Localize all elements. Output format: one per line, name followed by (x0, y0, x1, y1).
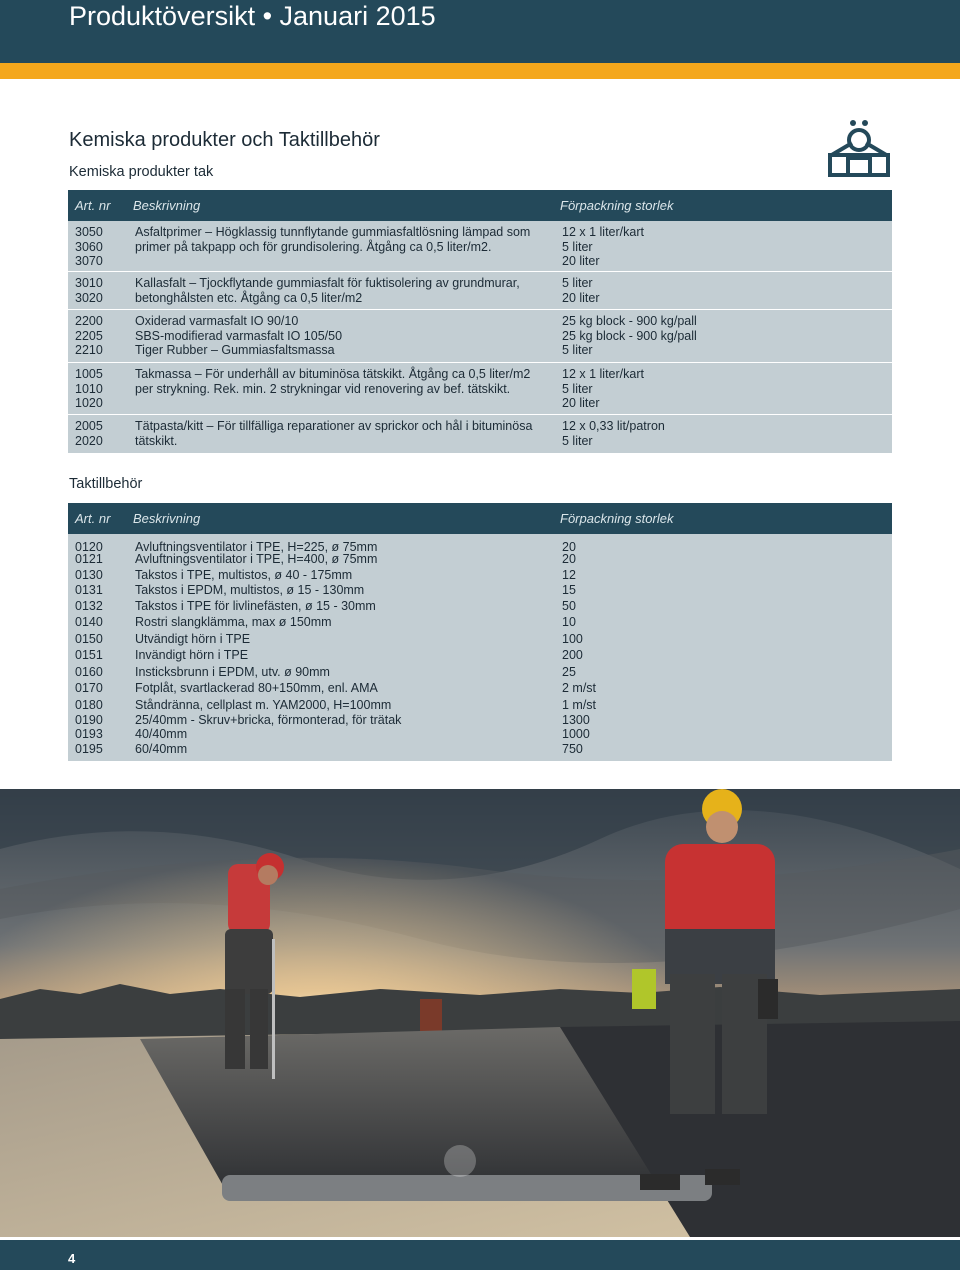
product-description: Asfaltprimer – Högklassig tunnflytande gummiasfaltlösning lämpad som (135, 225, 531, 239)
packaging-size: 5 liter (562, 276, 593, 290)
art-number: 0180 (75, 698, 103, 712)
packaging-size: 1000 (562, 727, 590, 741)
art-number: 2020 (75, 433, 103, 448)
packaging-size: 25 (562, 665, 576, 679)
packaging-size: 25 kg block - 900 kg/pall (562, 314, 697, 328)
packaging-size: 15 (562, 583, 576, 597)
packaging-size: 750 (562, 742, 583, 756)
table-header (68, 190, 892, 221)
art-number: 0132 (75, 599, 103, 613)
packaging-size: 5 liter (562, 343, 593, 358)
art-number: 0150 (75, 632, 103, 646)
column-header-description: Beskrivning (133, 511, 201, 526)
table-row (68, 568, 892, 583)
footer-bar (0, 1240, 960, 1270)
product-description: betonghålsten etc. Åtgång ca 0,5 liter/m2 (135, 290, 363, 305)
table-row (68, 583, 892, 598)
chemical-products-table (68, 190, 892, 453)
house-logo-icon (826, 118, 892, 180)
table-row (68, 552, 892, 567)
accent-stripe (0, 63, 960, 79)
art-number: 0151 (75, 648, 103, 662)
packaging-size: 50 (562, 599, 576, 613)
art-number: 1010 (75, 381, 103, 396)
chemical-subtitle: Kemiska produkter tak (69, 164, 214, 180)
product-description: 60/40mm (135, 742, 188, 756)
header-bar (0, 0, 960, 63)
packaging-size: 20 liter (562, 290, 600, 305)
product-group (68, 363, 892, 415)
product-group (68, 221, 892, 272)
packaging-size: 1 m/st (562, 698, 597, 712)
packaging-size: 10 (562, 615, 576, 629)
product-group (68, 415, 892, 453)
accessories-rows (68, 534, 892, 761)
product-description (135, 396, 530, 411)
product-description: 25/40mm - Skruv+bricka, förmonterad, för trätak (135, 713, 402, 727)
art-number: 3010 (75, 276, 103, 290)
table-row (68, 665, 892, 680)
packaging-size: 2 m/st (562, 681, 597, 695)
product-description: Tätpasta/kitt – För tillfälliga reparationer av sprickor och hål i bituminösa (135, 419, 533, 433)
accessories-subtitle: Taktillbehör (69, 476, 143, 492)
art-number: 2200 (75, 314, 103, 328)
accessories-table (68, 503, 892, 761)
table-row (68, 742, 892, 757)
product-description: primer på takpapp och för grundisolering. Åtgång ca 0,5 liter/m2. (135, 239, 492, 254)
art-number: 2005 (75, 419, 103, 433)
product-description: 40/40mm (135, 727, 188, 741)
table-row (68, 599, 892, 614)
art-number: 3020 (75, 290, 103, 305)
packaging-size: 5 liter (562, 381, 593, 396)
art-number: 0131 (75, 583, 103, 597)
column-header-packaging: Förpackning storlek (560, 198, 674, 213)
column-header-description: Beskrivning (133, 198, 201, 213)
section-title: Kemiska produkter och Taktillbehör (69, 129, 380, 151)
art-number: 0130 (75, 568, 103, 582)
table-row (68, 727, 892, 742)
table-header (68, 503, 892, 534)
packaging-size: 100 (562, 632, 583, 646)
art-number: 3050 (75, 225, 103, 239)
product-description: Ståndränna, cellplast m. YAM2000, H=100mm (135, 698, 392, 712)
art-number: 0120 (75, 540, 103, 554)
product-group (68, 272, 892, 310)
product-description: Fotplåt, svartlackerad 80+150mm, enl. AMA (135, 681, 378, 695)
packaging-size: 20 liter (562, 254, 600, 269)
art-number: 0170 (75, 681, 103, 695)
packaging-size: 1300 (562, 713, 590, 727)
packaging-size: 12 x 1 liter/kart (562, 225, 644, 239)
packaging-size: 5 liter (562, 239, 593, 254)
table-row (68, 681, 892, 696)
art-number: 1020 (75, 396, 103, 411)
page-number: 4 (68, 1251, 76, 1266)
product-description: Oxiderad varmasfalt IO 90/10 (135, 314, 299, 328)
product-description: Avluftningsventilator i TPE, H=225, ø 75mm (135, 540, 378, 554)
product-description (135, 254, 530, 269)
packaging-size: 20 (562, 552, 576, 566)
product-description: Kallasfalt – Tjockflytande gummiasfalt för fuktisolering av grundmurar, (135, 276, 520, 290)
table-row (68, 648, 892, 663)
product-description: Rostri slangklämma, max ø 150mm (135, 615, 332, 629)
roofing-photo (0, 789, 960, 1237)
packaging-size: 12 x 1 liter/kart (562, 367, 644, 381)
packaging-size: 5 liter (562, 433, 593, 448)
product-description: per strykning. Rek. min. 2 strykningar vid renovering av bef. tätskikt. (135, 381, 511, 396)
product-description: Takstos i TPE, multistos, ø 40 - 175mm (135, 568, 353, 582)
product-description: Takmassa – För underhåll av bituminösa tätskikt. Åtgång ca 0,5 liter/m2 (135, 367, 531, 381)
art-number: 3060 (75, 239, 103, 254)
page-title: Produktöversikt • Januari 2015 (69, 1, 436, 31)
art-number: 0190 (75, 713, 103, 727)
art-number: 0121 (75, 552, 103, 566)
column-header-packaging: Förpackning storlek (560, 511, 674, 526)
product-description: Utvändigt hörn i TPE (135, 632, 251, 646)
table-row (68, 632, 892, 647)
table-row (68, 615, 892, 630)
art-number: 0193 (75, 727, 103, 741)
packaging-size: 20 (562, 540, 576, 554)
product-description: Takstos i TPE för livlinefästen, ø 15 - 30mm (135, 599, 376, 613)
packaging-size: 200 (562, 648, 583, 662)
art-number: 2205 (75, 328, 103, 343)
art-number: 3070 (75, 254, 103, 269)
product-description: Takstos i EPDM, multistos, ø 15 - 130mm (135, 583, 365, 597)
column-header-art: Art. nr (75, 511, 111, 526)
table-row (68, 698, 892, 713)
column-header-art: Art. nr (75, 198, 111, 213)
packaging-size: 25 kg block - 900 kg/pall (562, 328, 697, 343)
product-description: Tiger Rubber – Gummiasfaltsmassa (135, 343, 335, 358)
art-number: 0160 (75, 665, 103, 679)
product-description: tätskikt. (135, 433, 178, 448)
product-group (68, 310, 892, 363)
packaging-size: 12 x 0,33 lit/patron (562, 419, 665, 433)
packaging-size: 12 (562, 568, 576, 582)
product-description: Insticksbrunn i EPDM, utv. ø 90mm (135, 665, 330, 679)
table-row (68, 713, 892, 728)
art-number: 0140 (75, 615, 103, 629)
packaging-size: 20 liter (562, 396, 600, 411)
product-description: SBS-modifierad varmasfalt IO 105/50 (135, 328, 343, 343)
product-description: Invändigt hörn i TPE (135, 648, 249, 662)
art-number: 1005 (75, 367, 103, 381)
product-description: Avluftningsventilator i TPE, H=400, ø 75mm (135, 552, 378, 566)
art-number: 0195 (75, 742, 103, 756)
art-number: 2210 (75, 343, 103, 358)
